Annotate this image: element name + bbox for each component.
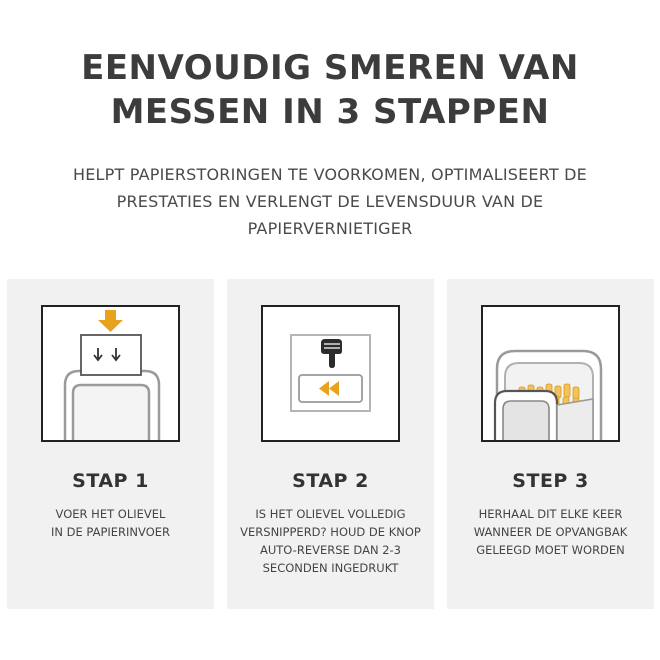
step-card-2 [227,279,434,609]
step-description-line: AUTO-REVERSE DAN 2-3 [260,543,401,557]
step-description-line: IN DE PAPIERINVOER [50,525,171,539]
step-description [231,505,430,577]
step-description-line: IS HET OLIEVEL VOLLEDIG [255,507,406,521]
step-description-line: VOER HET OLIEVEL [55,507,166,521]
title-line-1: EENVOUDIG SMEREN VAN [81,48,579,88]
step-description-line: SECONDEN INGEDRUKT [262,561,399,575]
step-title: STAP 2 [292,470,369,492]
step-card-3 [447,279,654,609]
auto-reverse-button-icon [261,305,400,442]
full-wastebin-icon [481,305,620,442]
step-description [451,505,650,559]
step-description-line: VERSNIPPERD? HOUD DE KNOP [240,525,421,539]
subtitle [30,161,630,242]
step-title: STEP 3 [512,470,589,492]
subtitle-line-2: PRESTATIES EN VERLENGT DE LEVENSDUUR VAN DE [116,192,544,211]
title-line-2: MESSEN IN 3 STAPPEN [110,92,550,132]
step-description [11,505,210,541]
step-description-line: HERHAAL DIT ELKE KEER [478,507,623,521]
subtitle-line-3: PAPIERVERNIETIGER [247,219,413,238]
step-title: STAP 1 [72,470,149,492]
step-description-line: GELEEGD MOET WORDEN [476,543,625,557]
step-card-1 [7,279,214,609]
step-description-line: WANNEER DE OPVANGBAK [473,525,628,539]
subtitle-line-1: HELPT PAPIERSTORINGEN TE VOORKOMEN, OPTIMALISEERT DE [73,165,587,184]
shredder-feed-oil-sheet-icon [41,305,180,442]
page-title [0,46,660,134]
